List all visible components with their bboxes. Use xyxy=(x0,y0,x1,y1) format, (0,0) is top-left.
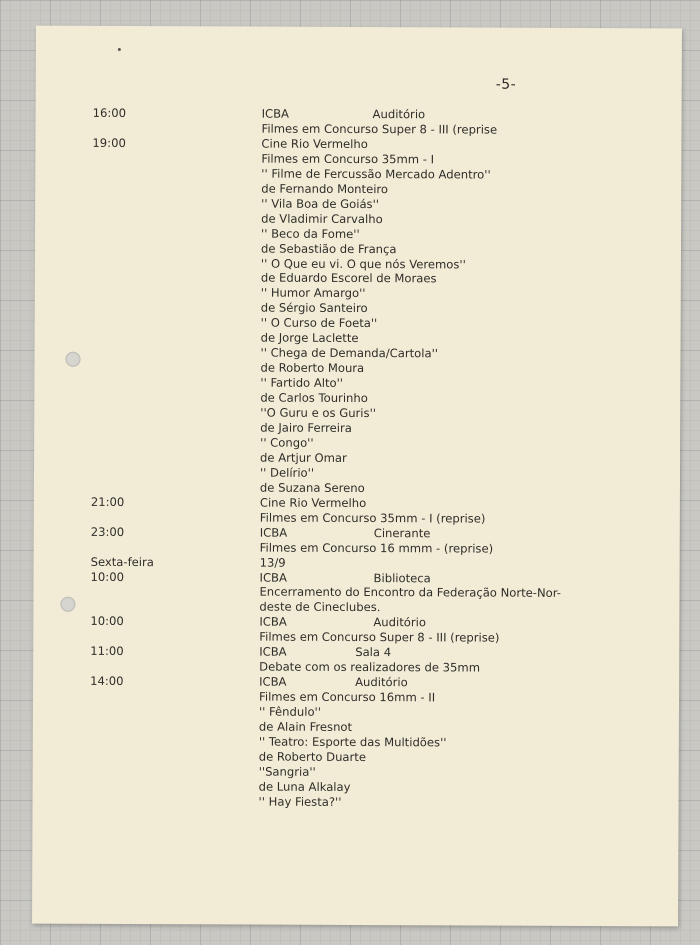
schedule-text: '' O Curso de Foeta'' xyxy=(260,315,378,331)
schedule-text: Filmes em Concurso Super 8 - III (reprise) xyxy=(259,629,500,645)
schedule-text: de Eduardo Escorel de Moraes xyxy=(260,270,437,286)
schedule-text: Debate com os realizadores de 35mm xyxy=(259,659,481,675)
schedule-room: Auditório xyxy=(355,675,408,690)
schedule-time: 23:00 xyxy=(90,524,125,539)
schedule-text: '' Fêndulo'' xyxy=(258,704,321,719)
schedule-time: 10:00 xyxy=(90,614,124,629)
schedule-time: Sexta-feira xyxy=(90,554,154,569)
schedule-text: Filmes em Concurso 16 mmm - (reprise) xyxy=(259,540,494,556)
schedule-text: '' Filme de Fercussão Mercado Adentro'' xyxy=(261,166,491,182)
schedule-text: de Roberto Moura xyxy=(260,360,365,376)
schedule-venue: ICBA xyxy=(259,614,287,629)
schedule-venue: ICBA xyxy=(259,644,287,659)
schedule-text: de Vladimir Carvalho xyxy=(261,211,383,226)
ink-dot xyxy=(118,48,121,51)
schedule-text: de Jorge Laclette xyxy=(260,330,359,346)
schedule-text: de Artjur Omar xyxy=(260,450,347,465)
schedule-venue: ICBA xyxy=(259,674,287,689)
schedule-text: '' Delírio'' xyxy=(259,465,315,480)
schedule-text: de Roberto Duarte xyxy=(258,749,367,764)
schedule-room: Auditório xyxy=(373,615,426,630)
schedule-time: 11:00 xyxy=(90,644,124,659)
schedule-text: ''O Guru e os Guris'' xyxy=(260,405,377,421)
schedule-text: de Jairo Ferreira xyxy=(260,420,352,435)
schedule-time: 10:00 xyxy=(90,569,125,584)
schedule-time: 21:00 xyxy=(90,494,125,509)
schedule-line xyxy=(33,793,679,811)
schedule-text: '' Hay Fiesta?'' xyxy=(258,794,342,809)
schedule-time: 16:00 xyxy=(92,105,127,120)
schedule-text: '' Humor Amargo'' xyxy=(260,285,366,301)
schedule-text: Filmes em Concurso Super 8 - III (reprise xyxy=(261,121,498,137)
schedule-text: 13/9 xyxy=(259,555,286,570)
schedule-text: deste de Cineclubes. xyxy=(259,599,381,615)
schedule-text: '' Teatro: Esporte das Multidões'' xyxy=(258,734,447,750)
schedule-text: '' O Que eu vi. O que nós Veremos'' xyxy=(260,256,466,271)
schedule-text: '' Congo'' xyxy=(260,435,314,450)
schedule-text: '' Vila Boa de Goiás'' xyxy=(261,196,380,211)
schedule-text: de Sebastião de França xyxy=(260,241,397,256)
schedule-text: Encerramento do Encontro da Federação Norte-Nor- xyxy=(259,584,562,601)
schedule-text: de Luna Alkalay xyxy=(258,779,351,794)
schedule-text: Filmes em Concurso 16mm - II xyxy=(259,689,436,705)
schedule-room: Biblioteca xyxy=(373,570,431,585)
schedule-room: Sala 4 xyxy=(355,645,392,660)
schedule-text: de Carlos Tourinho xyxy=(260,390,368,406)
schedule-text: Filmes em Concurso 35mm - I xyxy=(261,151,435,167)
schedule-text: '' Beco da Fome'' xyxy=(261,226,360,241)
schedule-text: ''Sangria'' xyxy=(258,764,316,779)
schedule-time: 19:00 xyxy=(92,135,126,150)
schedule-time: 14:00 xyxy=(90,673,124,689)
page-number: -5- xyxy=(495,76,517,93)
schedule-text: Cine Rio Vermelho xyxy=(261,136,368,151)
document-page xyxy=(32,26,682,927)
schedule-text: Cine Rio Vermelho xyxy=(259,495,367,510)
schedule-lines xyxy=(36,26,682,809)
schedule-text: de Suzana Sereno xyxy=(259,480,365,495)
schedule-venue: ICBA xyxy=(259,525,288,540)
schedule-text: de Sérgio Santeiro xyxy=(260,300,368,316)
schedule-text: '' Fartido Alto'' xyxy=(260,375,344,391)
schedule-room: Cinerante xyxy=(373,525,431,540)
schedule-room: Auditório xyxy=(372,107,426,122)
schedule-text: de Fernando Monteiro xyxy=(261,181,389,196)
schedule-text: de Alain Fresnot xyxy=(258,719,353,734)
schedule-text: Filmes em Concurso 35mm - I (reprise) xyxy=(259,510,486,526)
schedule-venue: ICBA xyxy=(261,106,290,121)
schedule-text: '' Chega de Demanda/Cartola'' xyxy=(260,345,439,361)
schedule-venue: ICBA xyxy=(259,570,287,585)
